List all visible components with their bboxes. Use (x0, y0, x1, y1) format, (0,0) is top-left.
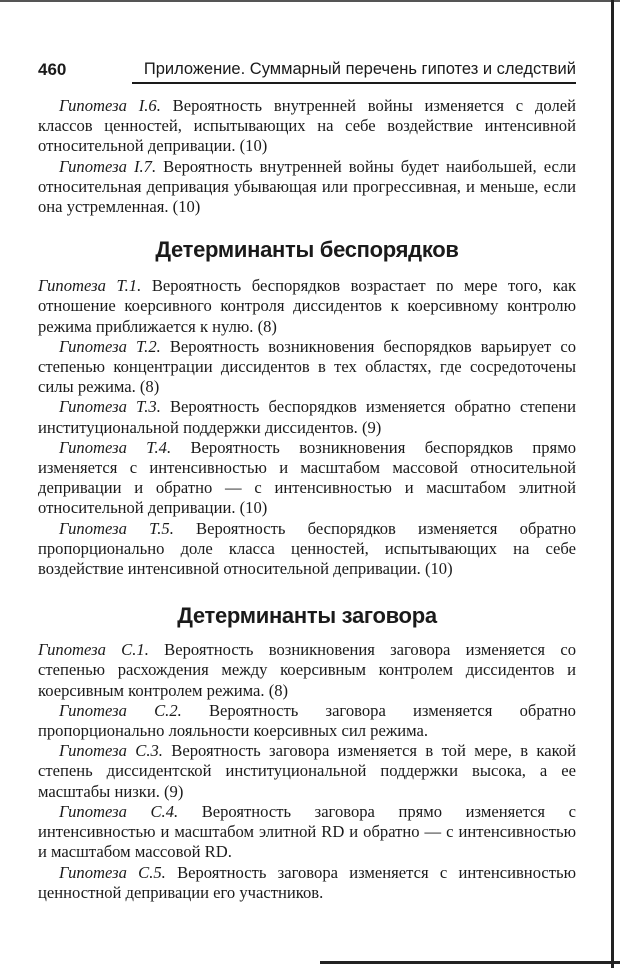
header-rule (132, 82, 576, 84)
hypothesis-label: Гипотеза I.6. (59, 96, 161, 115)
hypothesis-label: Гипотеза Т.3. (59, 397, 161, 417)
hypothesis-text: Вероятность возникновения заговора изменяется со степенью расхождения между коерсивным контролем диссидентов и коерсивным контролем режима. (8) (38, 640, 576, 700)
hypothesis-label: Гипотеза I.7. (59, 156, 157, 176)
hypothesis-paragraph (38, 397, 576, 437)
hypothesis-text: Вероятность заговора изменяется в той мере, в какой степень диссидентской институциональной поддержки высока, а ее масштабы низки. (9) (38, 741, 576, 801)
section-heading-riots: Детерминанты беспорядков (155, 237, 459, 263)
hypothesis-paragraph (38, 741, 576, 802)
page-top-edge (0, 0, 620, 2)
hypothesis-label: Гипотеза С.4. (59, 801, 179, 821)
hypothesis-label: Гипотеза С.3. (59, 741, 163, 761)
hypothesis-label: Гипотеза Т.2. (59, 336, 161, 356)
hypothesis-text: Вероятность возникновения беспорядков прямо изменяется с интенсивностью и масштабом массовой относительной депривации и обратно — с интенсивностью и масштабом элитной относительной депривации. (10) (38, 437, 576, 518)
hypothesis-text: Вероятность беспорядков изменяется обратно степени институциональной поддержки диссидентов. (9) (38, 397, 576, 437)
hypothesis-text: Вероятность беспорядков возрастает по мере того, как отношение коерсивного контроля диссидентов к коерсивному контролю режима приближается к нулю. (8) (38, 276, 577, 336)
page-right-edge (611, 0, 614, 968)
hypothesis-paragraph (38, 96, 576, 157)
hypothesis-paragraph (38, 157, 576, 218)
hypothesis-text: Вероятность беспорядков изменяется обратно пропорционально доле класса ценностей, испытывающих на себе воздействие интенсивной относительной депривации. (10) (38, 518, 577, 579)
hypothesis-paragraph (38, 640, 576, 701)
hypothesis-paragraph (38, 337, 576, 398)
hypothesis-text: Вероятность заговора изменяется с интенсивностью ценностной депривации его участников. (38, 862, 576, 902)
running-head: Приложение. Суммарный перечень гипотез и следствий (143, 60, 576, 78)
hypothesis-text: Вероятность внутренней войны будет наибольшей, если относительная депривация убывающая или прогрессивная, и меньше, если она устремленная. (10) (38, 156, 577, 217)
page-bottom-edge (320, 961, 620, 964)
hypothesis-paragraph (38, 701, 576, 741)
hypothesis-label: Гипотеза С.1. (38, 640, 149, 660)
hypothesis-text: Вероятность заговора изменяется обратно пропорционально лояльности коерсивных сил режима. (38, 700, 576, 741)
page-number: 460 (38, 60, 67, 79)
page-body (38, 96, 576, 903)
hypothesis-label: Гипотеза С.5. (59, 862, 166, 882)
hypothesis-label: Гипотеза Т.5. (59, 518, 174, 538)
hypothesis-paragraph (38, 438, 576, 519)
section-heading-conspiracy: Детерминанты заговора (177, 603, 437, 629)
hypothesis-label: Гипотеза Т.4. (59, 437, 172, 457)
hypothesis-paragraph (38, 802, 576, 863)
hypothesis-text: Вероятность внутренней войны изменяется с долей классов ценностей, испытывающих на себе воздействие интенсивной относительной депривации. (10) (38, 96, 576, 156)
hypothesis-paragraph (38, 519, 576, 580)
page-header (38, 58, 576, 84)
hypothesis-text: Вероятность заговора прямо изменяется с интенсивностью и масштабом элитной RD и обратно — с интенсивностью и масштабом массовой RD. (38, 801, 576, 862)
hypothesis-paragraph (38, 276, 576, 337)
hypothesis-label: Гипотеза С.2. (59, 700, 182, 720)
hypothesis-text: Вероятность возникновения беспорядков варьирует со степенью концентрации диссидентов в тех областях, где сосредоточены силы режима. (8) (38, 336, 576, 397)
hypothesis-paragraph (38, 863, 576, 903)
hypothesis-label: Гипотеза Т.1. (38, 276, 142, 296)
